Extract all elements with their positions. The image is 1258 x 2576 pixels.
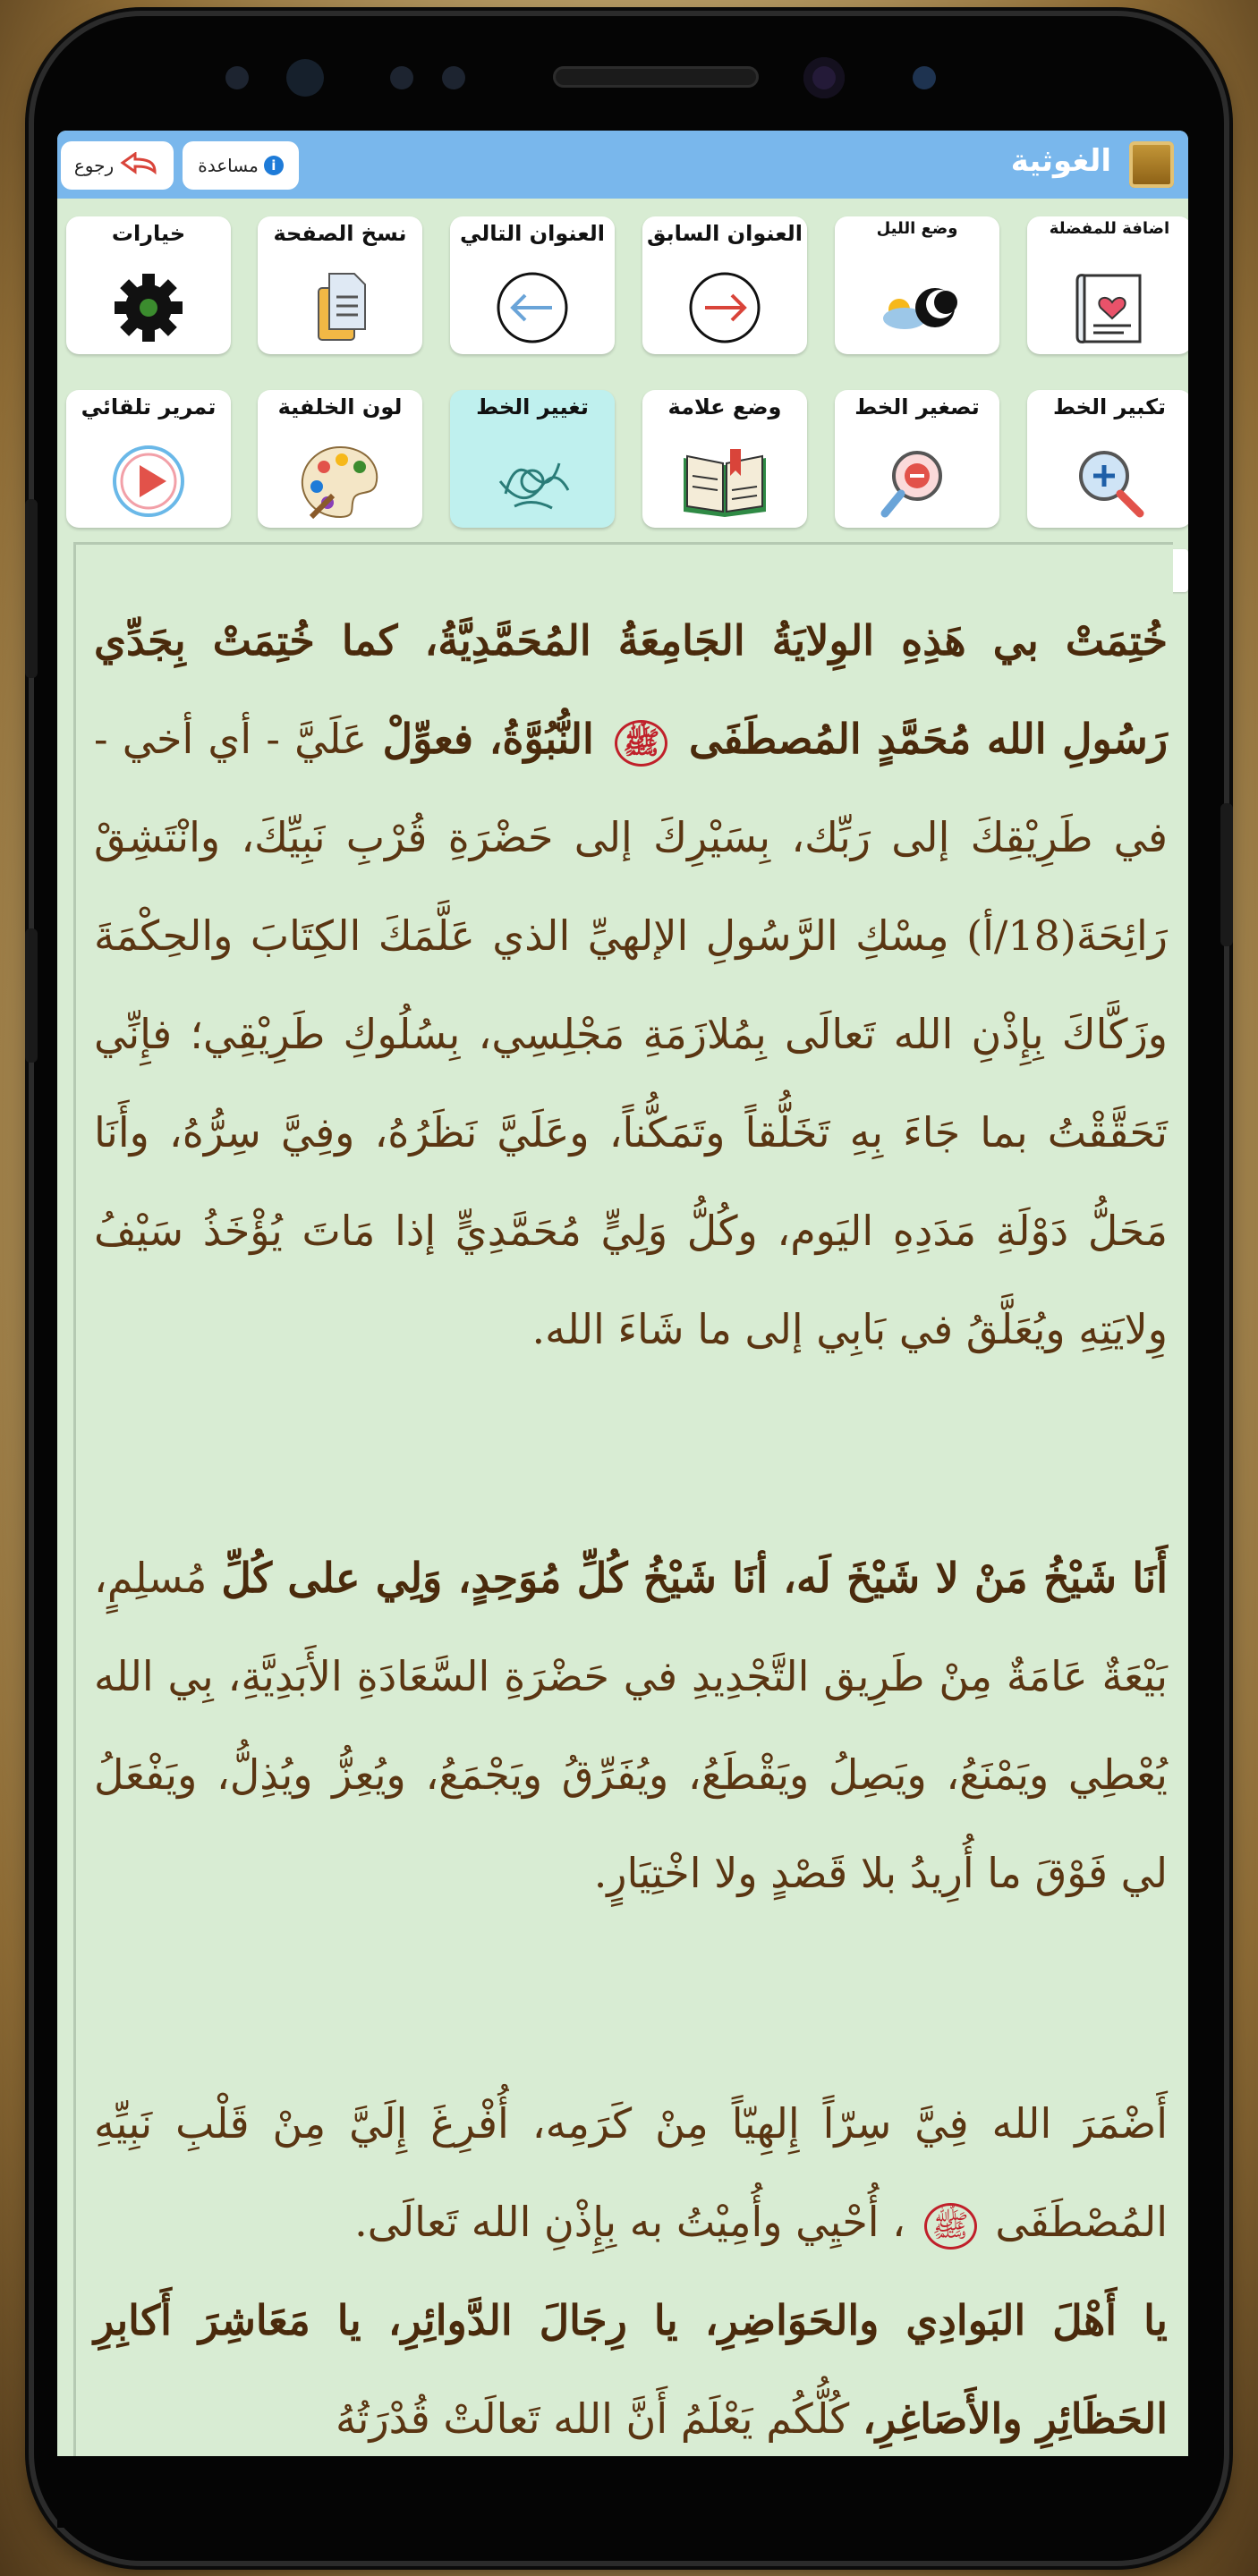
paragraph: خُتِمَتْ بي هَذِهِ الوِلايَةُ الجَامِعَةُ المُحَمَّدِيَّةُ، كما خُتِمَتْ بِجَدِّي رَسُولِ الله مُحَمَّدٍ المُصطَفَى ﷺ النُّبُوَّةُ، فعوِّلْ عَلَيَّ - أي أخي - في طَرِيْقِكَ إلى رَبِّك، بِسَيْرِكَ إلى حَضْرَةِ قُرْبِ نَبِيِّكَ، وانْتَشِقْ رَائِحَةَ(18/أ) مِسْكِ الرَّسُولِ الإلهيِّ الذي عَلَّمَكَ الكِتَابَ والحِكْمَةَ وزَكَّاكَ بِإِذْنِ الله تَعالَى بِمُلازَمَةِ مَجْلِسِي، بِسُلُوكِ طَرِيْقِي؛ فإِنِّي تَحَقَّقْتُ بما جَاءَ بِهِ تَخَلُّقاً وتَمَكُّناً، وعَلَيَّ نَظَرُهُ، وفِيَّ سِرُّهُ، وأَنَا مَحَلُّ دَوْلَةِ مَدَدِهِ اليَوم، وكُلُّ وَلِيٍّ مُحَمَّدِيٍّ إذا مَاتَ يُؤْخَذُ سَيْفُ وِلايَتِهِ ويُعَلَّقُ في بَابِي إلى ما شَاءَ الله. bbox=[94, 616, 1169, 1353]
night-mode-icon bbox=[872, 267, 962, 347]
set-bookmark-button[interactable]: وضع علامة bbox=[642, 390, 807, 528]
options-button[interactable]: خيارات bbox=[66, 216, 231, 354]
app-title: الغوثية bbox=[1010, 143, 1111, 179]
previous-title-button[interactable]: العنوان السابق bbox=[642, 216, 807, 354]
sensor-icon bbox=[442, 66, 465, 89]
front-camera-icon bbox=[286, 59, 324, 97]
salawat-icon: ﷺ bbox=[924, 2203, 977, 2250]
decrease-font-button[interactable]: تصغير الخط bbox=[835, 390, 999, 528]
play-circle-icon bbox=[104, 440, 193, 521]
sensor-icon bbox=[225, 66, 249, 89]
palette-icon bbox=[295, 440, 385, 521]
change-font-button[interactable]: تغيير الخط bbox=[450, 390, 615, 528]
bookmark-heart-icon bbox=[1065, 267, 1154, 347]
arrow-right-circle-icon bbox=[680, 267, 769, 347]
help-button[interactable] bbox=[183, 141, 299, 190]
toolbar bbox=[57, 199, 1188, 531]
arrow-left-circle-icon bbox=[488, 267, 577, 347]
salawat-icon: ﷺ bbox=[615, 720, 667, 767]
paragraph: أَضْمَرَ الله فِيَّ سِرّاً إِلهِيّاً مِنْ كَرَمِه، أُفْرِغَ إِلَيَّ مِنْ قَلْبِ نَبِيِّهِ المُصْطَفَى ﷺ ، أُحْيِي وأُمِيْتُ به بِإِذْنِ الله تَعالَى. bbox=[94, 2074, 1168, 2271]
bottom-bezel bbox=[57, 2456, 1188, 2528]
reading-content bbox=[73, 542, 1173, 2456]
zoom-out-icon bbox=[872, 440, 962, 521]
sensor-icon bbox=[913, 66, 936, 89]
back-label: رجوع bbox=[73, 155, 115, 176]
open-book-bookmark-icon bbox=[680, 440, 769, 521]
gear-icon bbox=[104, 267, 193, 347]
paragraph: أَنَا شَيْخُ مَنْ لا شَيْخَ لَه، أنَا شَيْخُ كُلِّ مُوَحِدٍ، وَلِي على كُلِّ مُسلِمٍ، بَيْعَةٌ عَامَةٌ مِنْ طَرِيق التَّجْدِيدِ في حَضْرَةِ السَّعَادَةِ الأَبَدِيَّةِ، بِي الله يُعْطِي ويَمْنَعُ، ويَصِلُ ويَقْطَعُ، ويُفَرِّقُ ويَجْمَعُ، ويُعِزُّ ويُذِلُّ، ويَفْعَلُ لي فَوْقَ ما أُرِيدُ بلا قَصْدٍ ولا اخْتِيَارٍ. bbox=[94, 1554, 1169, 1897]
add-favorite-button[interactable]: اضافة للمفضلة bbox=[1027, 216, 1188, 354]
app-logo-icon bbox=[1129, 141, 1174, 188]
volume-button bbox=[25, 928, 38, 1063]
back-arrow-icon bbox=[119, 152, 160, 179]
title-bar bbox=[57, 131, 1188, 199]
power-button bbox=[1220, 803, 1233, 946]
app-screen bbox=[57, 131, 1188, 2456]
volume-button bbox=[25, 499, 38, 678]
sensor-icon bbox=[390, 66, 413, 89]
help-label: مساعدة bbox=[198, 155, 259, 176]
copy-page-icon bbox=[295, 267, 385, 347]
back-button[interactable] bbox=[61, 141, 174, 190]
earpiece-speaker bbox=[553, 66, 759, 88]
night-mode-button[interactable]: وضع الليل bbox=[835, 216, 999, 354]
camera-icon bbox=[803, 57, 845, 98]
background-color-button[interactable]: لون الخلفية bbox=[258, 390, 422, 528]
auto-scroll-button[interactable]: تمرير تلقائي bbox=[66, 390, 231, 528]
next-title-button[interactable]: العنوان التالي bbox=[450, 216, 615, 354]
increase-font-button[interactable]: تكبير الخط bbox=[1027, 390, 1188, 528]
calligraphy-icon bbox=[488, 440, 577, 521]
info-icon: i bbox=[264, 156, 284, 175]
paragraph: يا أَهْلَ البَوادِي والحَوَاضِرِ، يا رِجَالَ الدَّوائِرِ، يا مَعَاشِرَ أَكابِرِ الحَظَائِرِ والأَصَاغِرِ، كُلُّكُم يَعْلَمُ أَنَّ الله تَعالَتْ قُدْرَتُهُ bbox=[94, 2296, 1168, 2443]
zoom-in-icon bbox=[1065, 440, 1154, 521]
copy-page-button[interactable]: نسخ الصفحة bbox=[258, 216, 422, 354]
